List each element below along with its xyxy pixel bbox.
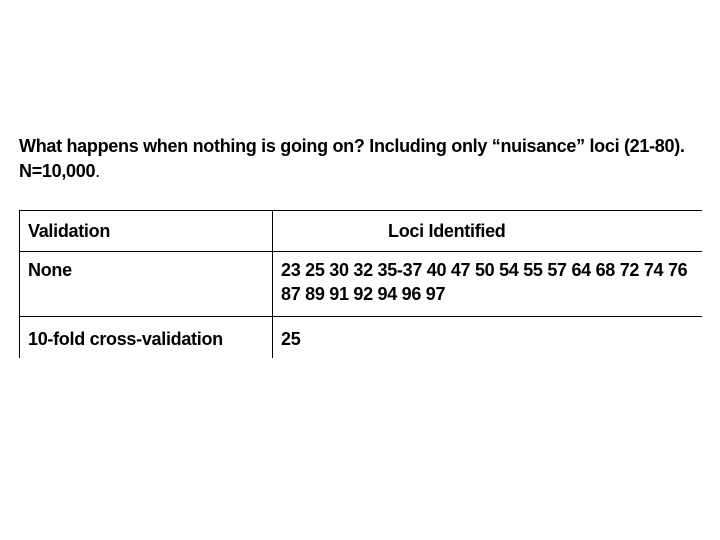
validation-cell: 10-fold cross-validation [20, 317, 273, 359]
table-header-row [20, 211, 703, 252]
heading-line-2 [19, 159, 709, 184]
table-container [19, 210, 702, 358]
heading-period: . [95, 161, 100, 181]
loci-cell [273, 252, 703, 317]
slide-heading [19, 134, 709, 184]
table-row [20, 317, 703, 359]
header-validation: Validation [20, 211, 273, 252]
loci-line-1: 23 25 30 32 35-37 40 47 50 54 55 57 64 68 72 74 76 [281, 260, 688, 280]
sample-size: N=10,000 [19, 161, 96, 181]
loci-table [19, 210, 702, 358]
heading-line-1: What happens when nothing is going on? Including only “nuisance” loci (21-80). [19, 136, 685, 156]
loci-line-2: 87 89 91 92 94 96 97 [281, 284, 446, 304]
header-loci-identified: Loci Identified [273, 211, 703, 252]
table-row [20, 252, 703, 317]
loci-cell: 25 [273, 317, 703, 359]
validation-cell: None [20, 252, 273, 317]
